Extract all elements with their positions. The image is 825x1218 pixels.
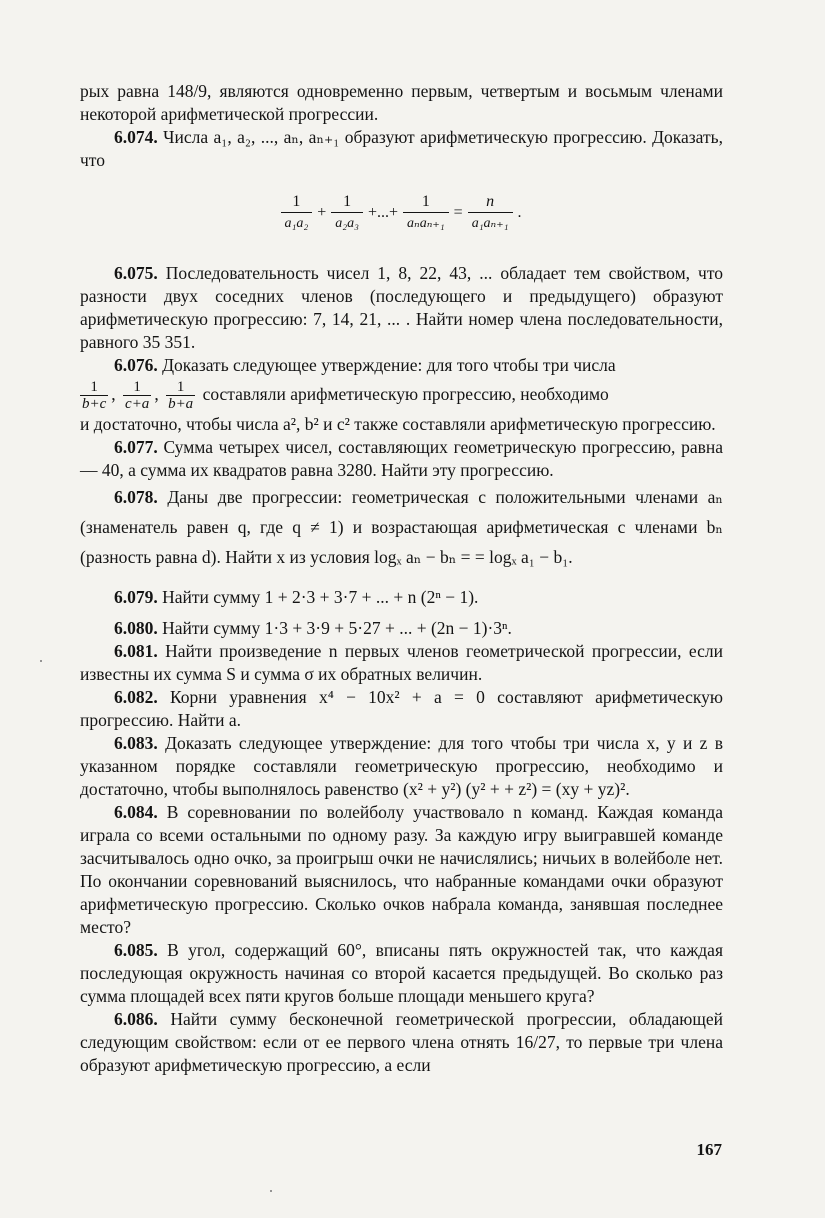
problem-6-075 — [80, 262, 723, 354]
text-block-top — [80, 80, 723, 172]
problem-6-082 — [80, 686, 723, 732]
problem-6-086 — [80, 1008, 723, 1077]
problem-6-079 — [80, 586, 723, 609]
text-block-main — [80, 262, 723, 1077]
problem-6-077 — [80, 436, 723, 482]
problem-6-084 — [80, 801, 723, 939]
problem-text: В соревновании по волейболу участвовало n команд. Каждая команда играла со всеми остальными по одному разу. За каждую игру выигравшей команде засчитывалось одно очко, за проигрыш очки не начислялись; ничьих в волейболе нет. По окончании соревнований выяснилось, что набранные командами очки образуют арифметическую прогрессию. Сколько очков набрала команда, занявшая последнее место? — [80, 802, 723, 937]
problem-text: В угол, содержащий 60°, вписаны пять окружностей так, что каждая последующая окружность начиная со второй касается предыдущей. Во сколько раз сумма площадей всех пяти кругов больше площади меньшего круга? — [80, 940, 724, 1006]
page-number: 167 — [696, 1140, 722, 1159]
problem-number: 6.085. — [114, 940, 158, 960]
problem-number: 6.078. — [114, 487, 158, 507]
problem-text: Даны две прогрессии: геометрическая с положительными членами aₙ (знаменатель равен q, где q ≠ 1) и возрастающая арифметическая с членами bₙ (разность равна d). Найти x из условия logₓ aₙ − bₙ = = logₓ a₁ − b₁. — [80, 487, 723, 567]
fraction-term-2: $\frac{1}{\text{a₂a₃}}$ — [331, 193, 363, 233]
problem-6-076-fractions: $\frac{1}{b+c}$ , $\frac{1}{c+a}$ , $\frac{1}{b+a}$ составляли арифметическую прогрессию, необходимо — [82, 379, 609, 412]
fraction-term-n: $\frac{1}{\text{aₙaₙ₊₁}}$ — [403, 193, 449, 233]
scan-speck — [270, 1190, 272, 1192]
problem-6-081 — [80, 640, 723, 686]
problem-6-078 — [80, 482, 723, 572]
fraction-3: $\frac{1}{b+a}$ — [168, 379, 194, 412]
problem-text: Последовательность чисел 1, 8, 22, 43, ... обладает тем свойством, что разности двух соседних членов (последующего и предыдущего) образуют арифметическую прогрессию: 7, 14, 21, ... . Найти номер члена последовательности, равного 35 351. — [80, 263, 723, 352]
problem-number: 6.079. — [114, 587, 158, 607]
problem-text: Корни уравнения x⁴ − 10x² + a = 0 составляют арифметическую прогрессию. Найти a. — [80, 687, 723, 730]
problem-text: Доказать следующее утверждение: для того чтобы три числа — [162, 355, 616, 375]
problem-text: Найти сумму 1·3 + 3·9 + 5·27 + ... + (2n − 1)·3ⁿ. — [162, 618, 512, 638]
problem-number: 6.080. — [114, 618, 158, 638]
problem-number: 6.083. — [114, 733, 158, 753]
problem-number: 6.075. — [114, 263, 158, 283]
problem-text: Доказать следующее утверждение: для того чтобы три числа x, y и z в указанном порядке составляли геометрическую прогрессию, необходимо и достаточно, чтобы выполнялось равенство (x² + y²) (y² + + z²) = (xy + yz)². — [80, 733, 723, 799]
problem-text: Найти сумму 1 + 2·3 + 3·7 + ... + n (2ⁿ − 1). — [162, 587, 479, 607]
fraction-1: $\frac{1}{b+c}$ — [82, 379, 107, 412]
problem-number: 6.077. — [114, 437, 158, 457]
problem-text: Найти сумму бесконечной геометрической прогрессии, обладающей следующим свойством: если от ее первого члена отнять 16/27, то первые три члена образуют арифметическую прогрессию, а если — [80, 1009, 723, 1075]
problem-number: 6.086. — [114, 1009, 158, 1029]
problem-text: составляли арифметическую прогрессию, необходимо — [202, 384, 609, 405]
problem-text: Сумма четырех чисел, составляющих геометрическую прогрессию, равна — 40, а сумма их квадратов равна 3280. Найти эту прогрессию. — [80, 437, 723, 480]
fraction-result: $\frac{n}{\text{a₁aₙ₊₁}}$ — [468, 193, 513, 233]
problem-6-074 — [80, 126, 723, 172]
problem-6-080 — [80, 617, 723, 640]
formula-6-074: $\frac{1}{\text{a₁a₂}}$ + $\frac{1}{\text{a₂a₃}}$ +...+ $\frac{1}{\text{aₙaₙ₊₁}}$ = $\frac{n}{\text{a₁aₙ₊₁}}$ . — [80, 186, 723, 240]
problem-6-085 — [80, 939, 723, 1008]
problem-text: Найти произведение n первых членов геометрической прогрессии, если известны их сумма S и сумма σ их обратных величин. — [80, 641, 724, 684]
problem-number: 6.082. — [114, 687, 158, 707]
problem-6-083 — [80, 732, 723, 801]
problem-number: 6.076. — [114, 355, 158, 375]
problem-text: Числа a₁, a₂, ..., aₙ, aₙ₊₁ образуют арифметическую прогрессию. Доказать, что — [80, 127, 723, 170]
problem-6-076 — [80, 354, 723, 377]
fraction-term-1: $\frac{1}{\text{a₁a₂}}$ — [281, 193, 313, 233]
fraction-2: $\frac{1}{c+a}$ — [125, 379, 150, 412]
problem-number: 6.084. — [114, 802, 158, 822]
problem-number: 6.074. — [114, 127, 158, 147]
problem-number: 6.081. — [114, 641, 158, 661]
scan-speck — [40, 660, 42, 662]
continuation-paragraph: рых равна 148/9, являются одновременно первым, четвертым и восьмым членами некоторой арифметической прогрессии. — [80, 81, 723, 124]
problem-6-076-tail: и достаточно, чтобы числа a², b² и c² также составляли арифметическую прогрессию. — [80, 414, 716, 434]
